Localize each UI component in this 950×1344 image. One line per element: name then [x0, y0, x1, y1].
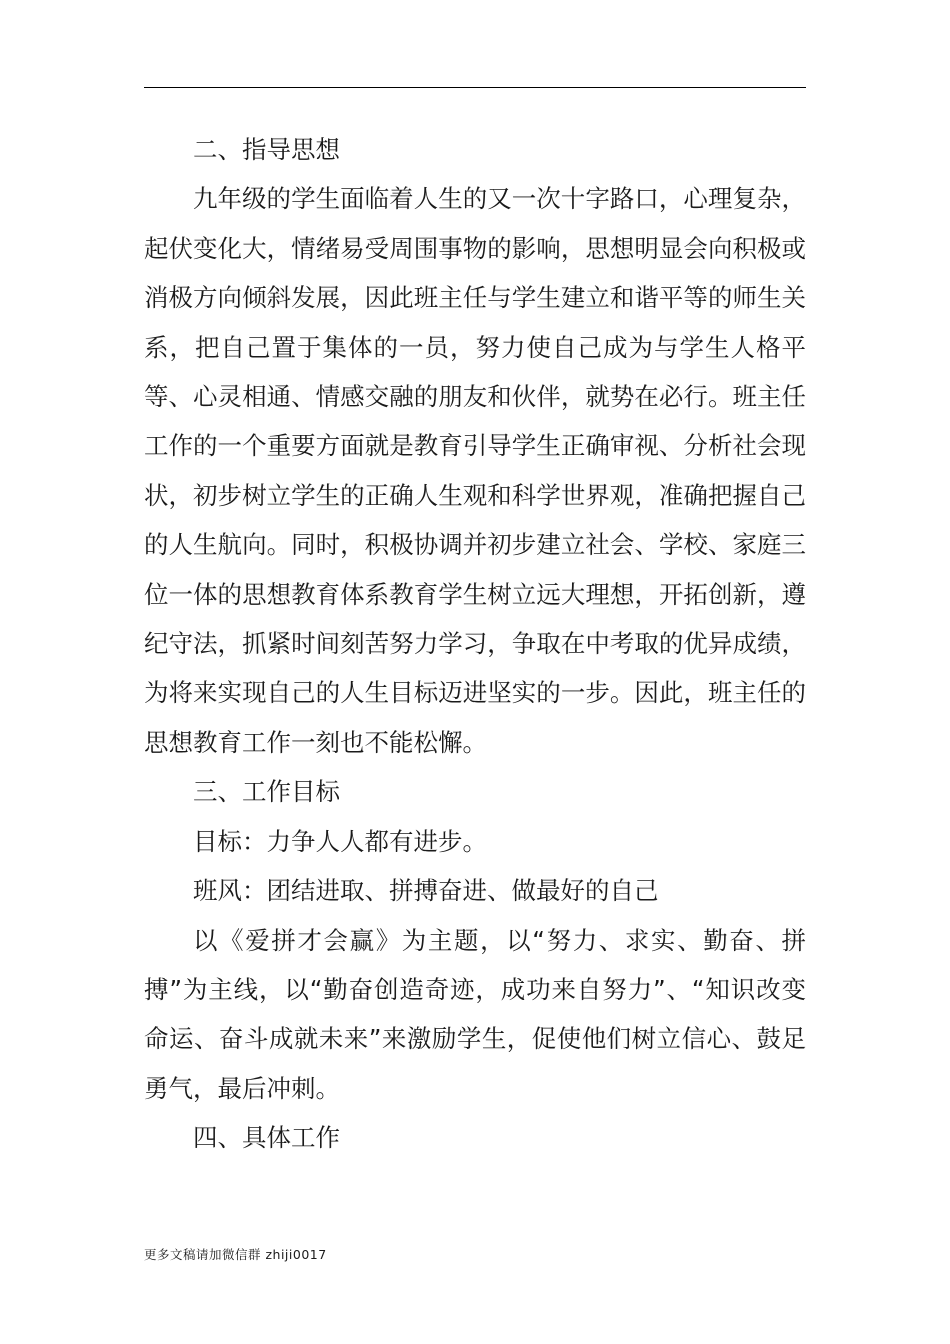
- paragraph-goal: 目标：力争人人都有进步。: [193, 826, 487, 856]
- header-rule: [144, 87, 806, 88]
- section-heading-work-goals: 三、工作目标: [193, 777, 340, 807]
- page-footer: 更多文稿请加微信群 zhiji0017: [144, 1247, 327, 1262]
- paragraph-theme: 以《爱拼才会赢》为主题，以“努力、求实、勤奋、拼搏”为主线，以“勤奋创造奇迹，成功来自努力”、“知识改变命运、奋斗成就未来”来激励学生，促使他们树立信心、鼓足勇气，最后冲刺。: [144, 925, 806, 1103]
- paragraph-class-spirit: 班风：团结进取、拼搏奋进、做最好的自己: [193, 876, 659, 906]
- section-heading-guiding-ideology: 二、指导思想: [193, 135, 340, 164]
- section-heading-specific-work: 四、具体工作: [193, 1123, 340, 1153]
- document-body: [144, 125, 806, 1163]
- paragraph-guiding-ideology: 九年级的学生面临着人生的又一次十字路口，心理复杂，起伏变化大，情绪易受周围事物的影响，思想明显会向积极或消极方向倾斜发展，因此班主任与学生建立和谐平等的师生关系，把自己置于集体的一员，努力使自己成为与学生人格平等、心灵相通、情感交融的朋友和伙伴，就势在必行。班主任工作的一个重要方面就是教育引导学生正确审视、分析社会现状，初步树立学生的正确人生观和科学世界观，准确把握自己的人生航向。同时，积极协调并初步建立社会、学校、家庭三位一体的思想教育体系教育学生树立远大理想，开拓创新，遵纪守法，抓紧时间刻苦努力学习，争取在中考取的优异成绩，为将来实现自己的人生目标迈进坚实的一步。因此，班主任的思想教育工作一刻也不能松懈。: [144, 184, 806, 757]
